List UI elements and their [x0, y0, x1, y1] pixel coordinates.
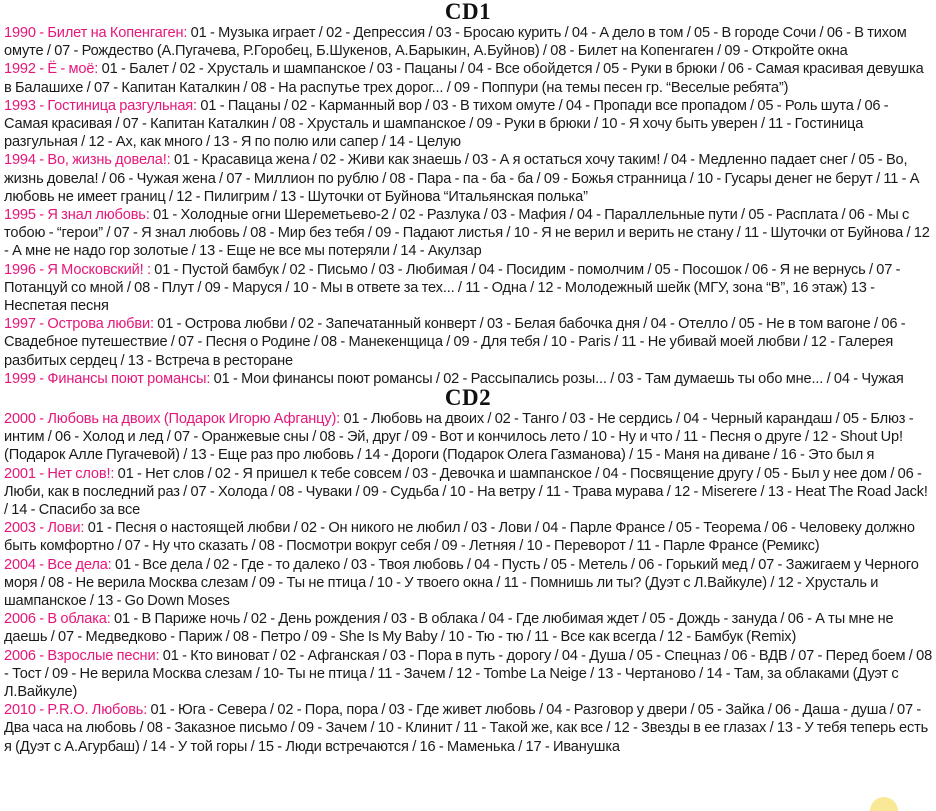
album-entry [4, 465, 934, 520]
album-heading: 2001 - Нет слов!: [4, 465, 115, 482]
album-tracks: 01 - Кто виноват / 02 - Афганская / 03 - Пора в путь - дорогу / 04 - Душа / 05 - Спецназ / 06 - ВДВ / 07 - Перед боем / 08 - Тост / 09 - Не верила Москва слезам / 10- Ты не птица / 11 - Зачем / 12 - Tombe La Neige / 13 - Чертаново / 14 - Там, за облаками (Дуэт с Л.Вайкуле) [4, 647, 933, 701]
album-tracks: 01 - Балет / 02 - Хрусталь и шампанское / 03 - Пацаны / 04 - Все обойдется / 05 - Руки в брюки / 06 - Самая красивая девушка в Балашихе / 07 - Капитан Каталкин / 08 - На распутье трех дорог... / 09 - Поппури (на темы песен гр. “Веселые ребята”) [4, 61, 924, 96]
album-heading: 2004 - Все дела: [4, 556, 112, 573]
album-tracks: 01 - Красавица жена / 02 - Живи как знаешь / 03 - А я остаться хочу таким! / 04 - Медленно падает снег / 05 - Во, жизнь довела! / 06 - Чужая жена / 07 - Миллион по рублю / 08 - Пара - па - ба - ба / 09 - Божья странница / 10 - Гусары денег не берут / 11 - А любовь не имеет границ / 12 - Пилигрим / 13 - Шуточки от Буйнова “Итальянская полька” [4, 152, 920, 205]
album-entry [4, 647, 934, 702]
album-heading: 1994 - Во, жизнь довела!: [4, 152, 171, 169]
album-heading: 2006 - Взрослые песни: [4, 647, 160, 664]
album-heading: 1992 - Ё - моё: [4, 61, 99, 78]
album-entry [4, 370, 934, 386]
album-heading: 2010 - P.R.O. Любовь: [4, 702, 148, 719]
sun-decoration [870, 797, 898, 811]
cd2-title: CD2 [444, 386, 492, 410]
album-tracks: 01 - Любовь на двоих / 02 - Танго / 03 - Не сердись / 04 - Черный карандаш / 05 - Блюз - интим / 06 - Холод и лед / 07 - Оранжевые сны / 08 - Эй, друг / 09 - Вот и кончилось лето / 10 - Ну и что / 11 - Песня о друге / 12 - Shout Up! (Подарок Алле Пугачевой) / 13 - Еще раз про любовь / 14 - Дороги (Подарок Олега Газманова) / 15 - Маня на диване / 16 - Это был я [4, 411, 914, 464]
album-entry [4, 261, 934, 316]
album-tracks: 01 - Песня о настоящей любви / 02 - Он никого не любил / 03 - Лови / 04 - Парле Франсе / 05 - Теорема / 06 - Человеку должно быть комфортно / 07 - Ну что сказать / 08 - Посмотри вокруг себя / 09 - Летняя / 10 - Переворот / 11 - Парле Франсе (Ремикс) [4, 520, 915, 555]
album-heading: 1995 - Я знал любовь: [4, 207, 150, 224]
album-tracks: 01 - Острова любви / 02 - Запечатанный конверт / 03 - Белая бабочка дня / 04 - Отелло / 05 - Не в том вагоне / 06 - Свадебное путешествие / 07 - Песня о Родине / 08 - Манекенщица / 09 - Для тебя / 10 - Paris / 11 - Не убивай моей любви / 12 - Галерея разбитых сердец / 13 - Встреча в ресторане [4, 316, 906, 369]
album-entry [4, 519, 934, 555]
album-entry [4, 97, 934, 152]
album-entry [4, 24, 934, 60]
album-entry [4, 315, 934, 370]
album-heading: 1997 - Острова любви: [4, 316, 154, 333]
album-entry [4, 60, 934, 96]
album-tracks: 01 - Мои финансы поют романсы / 02 - Рассыпались розы... / 03 - Там думаешь ты обо мне... / 04 - Чужая [213, 370, 904, 386]
album-heading: 1990 - Билет на Копенгаген: [4, 25, 188, 41]
album-heading: 1993 - Гостиница разгульная: [4, 97, 197, 114]
album-heading: 1996 - Я Московский! : [4, 261, 151, 278]
album-entry [4, 206, 934, 261]
album-tracks: 01 - Холодные огни Шереметьево-2 / 02 - Разлука / 03 - Мафия / 04 - Параллельные пути / 05 - Расплата / 06 - Мы с тобою - “герои” / 07 - Я знал любовь / 08 - Мир без тебя / 09 - Падают листья / 10 - Я не верил и верить не стану / 11 - Шуточки от Буйнова / 12 - А мне не надо гор золотые / 13 - Еще не все мы потеряли / 14 - Акулзар [4, 207, 930, 260]
album-tracks: 01 - Юга - Севера / 02 - Пора, пора / 03 - Где живет любовь / 04 - Разговор у двери / 05 - Зайка / 06 - Даша - душа / 07 - Два часа на любовь / 08 - Заказное письмо / 09 - Зачем / 10 - Клинит / 11 - Такой же, как все / 12 - Звезды в ее глазах / 13 - У тебя теперь есть я (Дуэт с А.Агурбаш) / 14 - У той горы / 15 - Люди встречаются / 16 - Маменька / 17 - Иванушка [4, 702, 929, 755]
album-heading: 2003 - Лови: [4, 520, 85, 537]
album-heading: 2000 - Любовь на двоих (Подарок Игорю Афганцу): [4, 411, 341, 427]
album-entry [4, 151, 934, 206]
album-tracks: 01 - Все дела / 02 - Где - то далеко / 03 - Твоя любовь / 04 - Пусть / 05 - Метель / 06 - Горький мед / 07 - Зажигаем у Черного моря / 08 - Не верила Москва слезам / 09 - Ты не птица / 10 - У твоего окна / 11 - Помнишь ли ты? (Дуэт с Л.Вайкуле) / 12 - Хрусталь и шампанское / 13 - Go Down Moses [4, 556, 919, 610]
album-heading: 1999 - Финансы поют романсы: [4, 370, 211, 386]
album-tracks: 01 - Нет слов / 02 - Я пришел к тебе совсем / 03 - Девочка и шампанское / 04 - Посвящение другу / 05 - Был у нее дом / 06 - Люби, как в последний раз / 07 - Холода / 08 - Чуваки / 09 - Судьба / 10 - На ветру / 11 - Трава мурава / 12 - Miserere / 13 - Heat The Road Jack! / 14 - Спасибо за все [4, 465, 928, 519]
cd2-section [0, 386, 936, 781]
album-tracks: 01 - Пацаны / 02 - Карманный вор / 03 - В тихом омуте / 04 - Пропади все пропадом / 05 - Роль шута / 06 - Самая красивая / 07 - Капитан Каталкин / 08 - Хрусталь и шампанское / 09 - Руки в брюки / 10 - Я хочу быть уверен / 11 - Гостиница разгульная / 12 - Ах, как много / 13 - Я по полю или сапер / 14 - Целую [4, 97, 889, 151]
album-entry [4, 556, 934, 611]
album-tracks: 01 - В Париже ночь / 02 - День рождения / 03 - В облака / 04 - Где любимая ждет / 05 - Дождь - зануда / 06 - А ты мне не даешь / 07 - Медведково - Париж / 08 - Петро / 09 - She Is My Baby / 10 - Тю - тю / 11 - Все как всегда / 12 - Бамбук (Remix) [4, 611, 894, 646]
album-entry [4, 610, 934, 646]
cd1-title: CD1 [444, 0, 492, 24]
album-entry [4, 701, 934, 756]
album-heading: 2006 - В облака: [4, 611, 111, 628]
album-tracks: 01 - Музыка играет / 02 - Депрессия / 03 - Бросаю курить / 04 - А дело в том / 05 - В городе Сочи / 06 - В тихом омуте / 07 - Рождество (А.Пугачева, Р.Горобец, Б.Шукенов, А.Барыкин, А.Буйнов) / 08 - Билет на Копенгаген / 09 - Откройте окна [4, 25, 907, 60]
cd1-section [0, 0, 936, 386]
album-entry [4, 410, 934, 465]
album-tracks: 01 - Пустой бамбук / 02 - Письмо / 03 - Любимая / 04 - Посидим - помолчим / 05 - Посошок / 06 - Я не вернусь / 07 - Потанцуй со мной / 08 - Плут / 09 - Маруся / 10 - Мы в ответе за тех... / 11 - Одна / 12 - Молодежный шейк (МГУ, зона “В”, 16 этаж) 13 - Неспетая песня [4, 261, 901, 315]
